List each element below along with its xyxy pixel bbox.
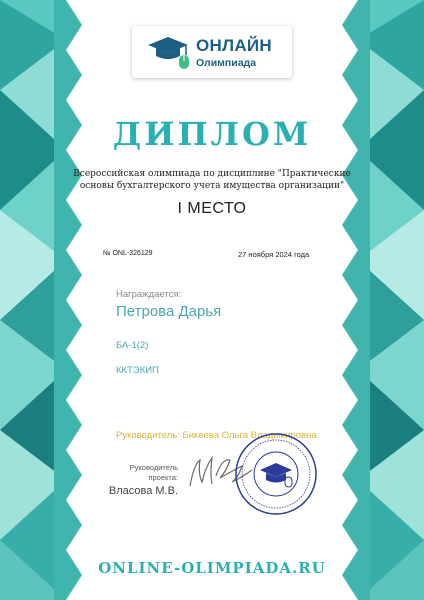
logo-subtitle: Олимпиада	[196, 57, 257, 69]
signatory-name: Власова М.В.	[108, 485, 178, 497]
logo-title: ОНЛАЙН	[196, 36, 273, 55]
website-footer: ONLINE-OLIMPIADA.RU	[98, 559, 326, 577]
olympiad-description: Всероссийская олимпиада по дисциплине "Практические основы бухгалтерского учета имущества организации"	[73, 169, 351, 191]
recipient-name: Петрова Дарья	[116, 303, 222, 320]
recipient-group: БА-1(2)	[116, 340, 149, 351]
place-award: I МЕСТО	[177, 200, 247, 217]
right-zigzag-edge	[340, 0, 370, 600]
left-zigzag-edge	[54, 0, 84, 600]
round-stamp	[234, 432, 318, 516]
signature-label	[96, 463, 178, 483]
signature-label-line2: проекта:	[148, 473, 178, 482]
diploma-date: 27 ноября 2024 года	[238, 250, 310, 259]
recipient-organization: ККТЭКИП	[116, 365, 159, 376]
awarded-label: Награждается:	[116, 289, 182, 300]
signature-label-line1: Руководитель	[129, 463, 178, 472]
diploma-title: ДИПЛОМ	[112, 115, 312, 153]
logo	[132, 26, 292, 78]
supervisor-line: Руководитель: Бикеева Ольга Владимировна	[116, 430, 317, 441]
graduation-cap-mouse-icon	[146, 35, 192, 71]
diploma-number: № ONL-326129	[103, 250, 153, 257]
